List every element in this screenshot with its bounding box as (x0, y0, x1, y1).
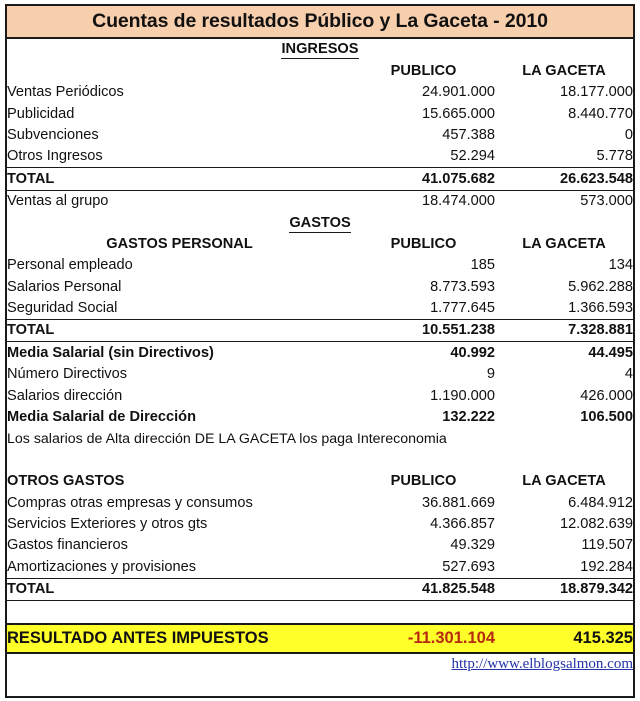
spacer-row (7, 601, 633, 623)
total-label: TOTAL (7, 168, 352, 190)
row-value-gaceta: 18.177.000 (559, 84, 634, 101)
row-value-publico: 8.773.593 (430, 278, 495, 295)
row-label: Otros Ingresos (7, 148, 103, 165)
report-table-frame (5, 4, 635, 698)
row-label: Seguridad Social (7, 300, 118, 317)
numero-directivos-row (7, 364, 633, 385)
row-value-publico: 24.901.000 (421, 84, 495, 101)
table-row (7, 146, 633, 168)
row-value-gaceta: 0 (624, 126, 634, 143)
table-row (7, 492, 633, 513)
row-label: Salarios Personal (7, 278, 122, 295)
row-value-publico: 40.992 (450, 344, 495, 361)
row-label: Compras otras empresas y consumos (7, 494, 253, 511)
gastos-table (7, 212, 633, 471)
table-row (7, 255, 633, 276)
row-value-gaceta: 426.000 (580, 387, 634, 404)
row-value-publico: 15.665.000 (421, 105, 495, 122)
salarios-direccion-row (7, 385, 633, 406)
resultado-row (7, 625, 633, 652)
row-value-publico: 185 (470, 257, 495, 274)
row-value-publico: 9 (486, 366, 495, 383)
table-row (7, 276, 633, 297)
otros-gastos-header-label: OTROS GASTOS (7, 473, 125, 490)
ingresos-header-gaceta: LA GACETA (522, 62, 606, 79)
row-value-gaceta: 192.284 (580, 558, 633, 575)
footer-row (7, 654, 633, 675)
total-label: TOTAL (7, 320, 352, 342)
gastos-header-publico: PUBLICO (390, 235, 457, 252)
gastos-note-row (7, 428, 633, 449)
gastos-banner-label: GASTOS (289, 214, 351, 231)
otros-gastos-header-gaceta: LA GACETA (522, 473, 606, 490)
row-value-gaceta: 6.484.912 (568, 494, 633, 511)
row-label: Subvenciones (7, 126, 99, 143)
otros-gastos-total-row (7, 578, 633, 600)
resultado-table (7, 625, 633, 652)
row-value-publico: 1.777.645 (430, 300, 495, 317)
row-value-publico: 18.474.000 (421, 193, 495, 210)
ingresos-header-publico: PUBLICO (390, 62, 457, 79)
ingresos-banner-row (7, 39, 633, 60)
total-value-gaceta: 26.623.548 (495, 168, 633, 190)
row-value-publico: 1.190.000 (430, 387, 495, 404)
row-value-publico: 132.222 (442, 409, 495, 426)
footer-url-cell[interactable] (7, 654, 633, 675)
total-value-gaceta: 7.328.881 (495, 320, 633, 342)
spacer-cell (7, 449, 633, 470)
gastos-banner-cell (7, 212, 633, 233)
total-value-publico: 41.075.682 (352, 168, 495, 190)
resultado-value-publico: -11.301.104 (407, 628, 495, 647)
row-value-publico: 527.693 (442, 558, 495, 575)
gastos-banner-row (7, 212, 633, 233)
table-row (7, 298, 633, 320)
row-value-publico: 36.881.669 (421, 494, 495, 511)
total-value-publico: 10.551.238 (352, 320, 495, 342)
resultado-label: RESULTADO ANTES IMPUESTOS (7, 628, 269, 647)
gastos-note-text: Los salarios de Alta dirección DE LA GACETA los paga Intereconomia (7, 430, 447, 447)
table-row (7, 82, 633, 103)
row-label: Personal empleado (7, 257, 133, 274)
report-title-bar (7, 6, 633, 39)
gastos-header-gaceta: LA GACETA (522, 235, 606, 252)
row-value-gaceta: 4 (624, 366, 634, 383)
ingresos-banner-cell (7, 39, 633, 60)
gastos-header-label: GASTOS PERSONAL (106, 235, 253, 252)
gastos-total-row (7, 320, 633, 342)
row-label: Ventas Periódicos (7, 84, 124, 101)
row-label: Media Salarial (sin Directivos) (7, 344, 214, 361)
row-label: Número Directivos (7, 366, 128, 383)
otros-gastos-header-publico: PUBLICO (390, 473, 457, 490)
row-label: Salarios dirección (7, 387, 123, 404)
spacer-cell (7, 601, 633, 623)
ingresos-total-row (7, 168, 633, 190)
table-row (7, 125, 633, 146)
resultado-value-gaceta: 415.325 (573, 628, 633, 647)
ingresos-banner-label: INGRESOS (281, 41, 359, 58)
spacer-row (7, 449, 633, 470)
table-row (7, 535, 633, 556)
source-link[interactable]: http://www.elblogsalmon.com (451, 655, 634, 672)
total-label: TOTAL (7, 578, 352, 600)
row-label: Ventas al grupo (7, 193, 109, 210)
row-label: Media Salarial de Dirección (7, 409, 196, 426)
media-salarial-direccion-row (7, 407, 633, 428)
total-value-publico: 41.825.548 (352, 578, 495, 600)
row-value-gaceta: 573.000 (580, 193, 634, 210)
bottom-filler (7, 675, 633, 696)
row-value-gaceta: 5.962.288 (568, 278, 634, 295)
page-title: Cuentas de resultados Público y La Gaceta - 2010 (92, 10, 548, 32)
table-row (7, 556, 633, 578)
ventas-al-grupo-row (7, 190, 633, 212)
table-row (7, 514, 633, 535)
row-label: Servicios Exteriores y otros gts (7, 515, 208, 532)
row-label: Amortizaciones y provisiones (7, 558, 196, 575)
row-value-publico: 52.294 (450, 148, 495, 165)
resultado-highlight-band (7, 623, 633, 654)
row-value-publico: 49.329 (450, 537, 495, 554)
row-value-gaceta: 119.507 (581, 537, 633, 554)
table-row (7, 103, 633, 124)
row-label: Gastos financieros (7, 537, 128, 554)
ingresos-header-label (7, 60, 352, 81)
footer-table (7, 654, 633, 675)
ingresos-header-row (7, 60, 633, 81)
media-salarial-row (7, 342, 633, 364)
row-value-gaceta: 5.778 (596, 148, 634, 165)
gastos-header-row (7, 234, 633, 255)
row-value-gaceta: 12.082.639 (559, 515, 633, 532)
row-value-gaceta: 1.366.593 (568, 300, 634, 317)
otros-gastos-table (7, 471, 633, 623)
row-value-publico: 4.366.857 (430, 515, 495, 532)
row-label: Publicidad (7, 105, 75, 122)
row-value-gaceta: 106.500 (580, 409, 634, 426)
otros-gastos-header-row (7, 471, 633, 492)
row-value-gaceta: 134 (608, 257, 634, 274)
total-value-gaceta: 18.879.342 (495, 578, 633, 600)
row-value-gaceta: 44.495 (588, 344, 634, 361)
row-value-publico: 457.388 (442, 126, 495, 143)
ingresos-table (7, 39, 633, 212)
row-value-gaceta: 8.440.770 (568, 105, 634, 122)
